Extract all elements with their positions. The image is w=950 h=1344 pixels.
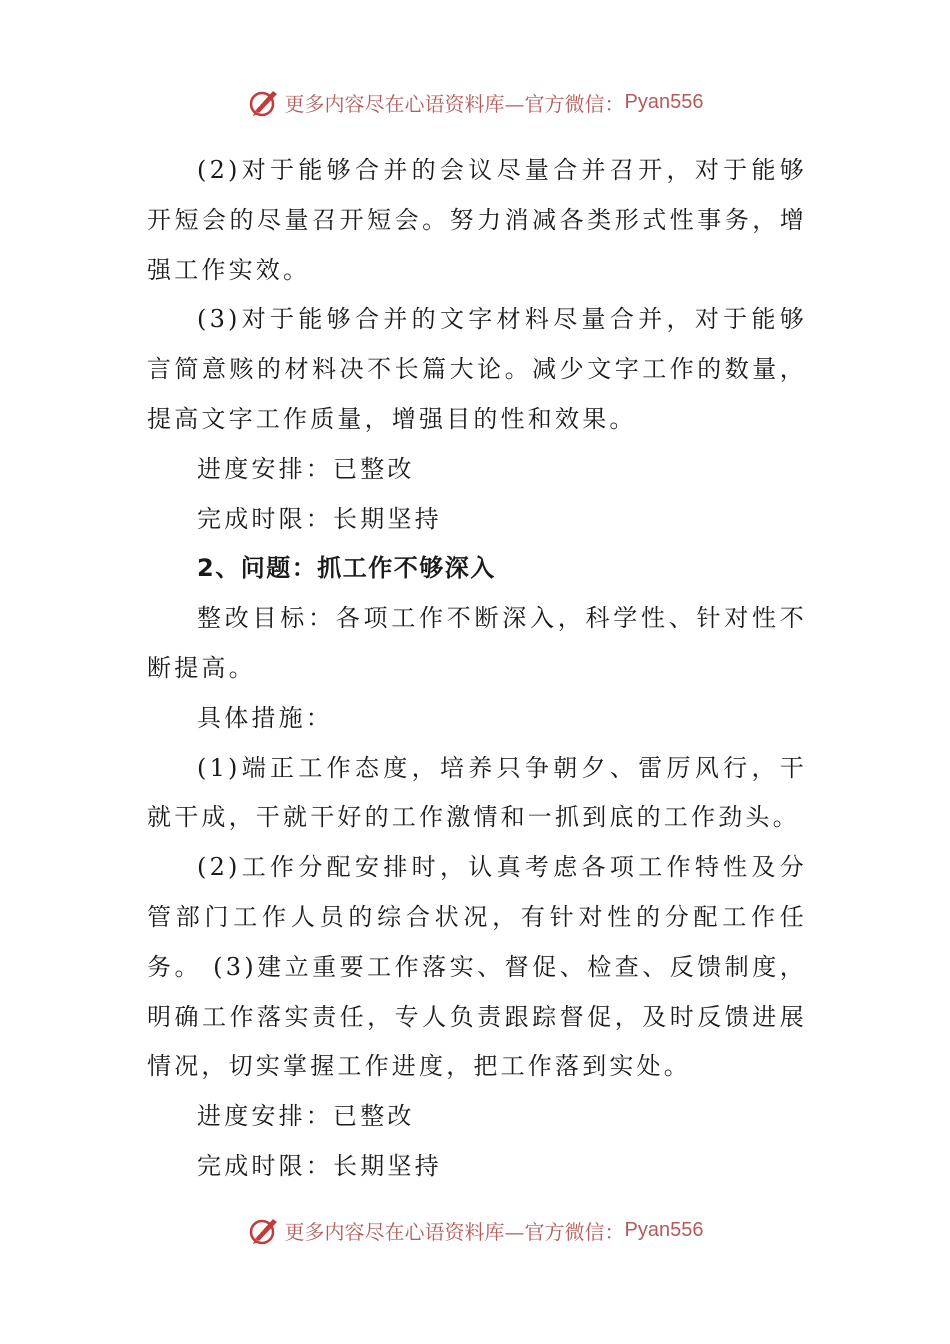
banner-text: 更多内容尽在心语资料库—官方微信： — [284, 91, 625, 116]
banner-text: 更多内容尽在心语资料库—官方微信： — [284, 1219, 625, 1244]
paragraph: 完成时限：长期坚持 — [197, 504, 442, 533]
paragraph: (2)对于能够合并的会议尽量合并召开，对于能够开短会的尽量召开短会。努力消减各类形式性事务，增强工作实效。 — [147, 156, 807, 284]
footer-banner — [0, 1210, 950, 1250]
paragraph: 进度安排：已整改 — [197, 454, 415, 483]
header-banner — [0, 82, 950, 122]
paragraph: (2)工作分配安排时，认真考虑各项工作特性及分管部门工作人员的综合状况，有针对性的分配工作任务。 (3)建立重要工作落实、督促、检查、反馈制度，明确工作落实责任，专人负责跟踪督促，及时反馈进展情况，切实掌握工作进度，把工作落到实处。 — [147, 853, 807, 1081]
paragraph: 整改目标：各项工作不断深入，科学性、针对性不断提高。 — [147, 604, 807, 682]
document-body — [147, 146, 807, 1192]
pen-logo-icon — [247, 85, 281, 119]
paragraph: (3)对于能够合并的文字材料尽量合并，对于能够言简意赅的材料决不长篇大论。减少文字工作的数量，提高文字工作质量，增强目的性和效果。 — [147, 305, 807, 433]
banner-wechat-id: Pyan556 — [624, 1218, 704, 1241]
pen-logo-icon — [247, 1213, 281, 1247]
paragraph: (1)端正工作态度，培养只争朝夕、雷厉风行，干就干成，干就干好的工作激情和一抓到底的工作劲头。 — [147, 753, 807, 832]
paragraph: 进度安排：已整改 — [197, 1102, 415, 1131]
section-heading: 2、问题：抓工作不够深入 — [197, 554, 496, 583]
banner-wechat-id: Pyan556 — [624, 90, 704, 113]
paragraph: 具体措施： — [197, 703, 333, 732]
paragraph: 完成时限：长期坚持 — [197, 1151, 442, 1180]
